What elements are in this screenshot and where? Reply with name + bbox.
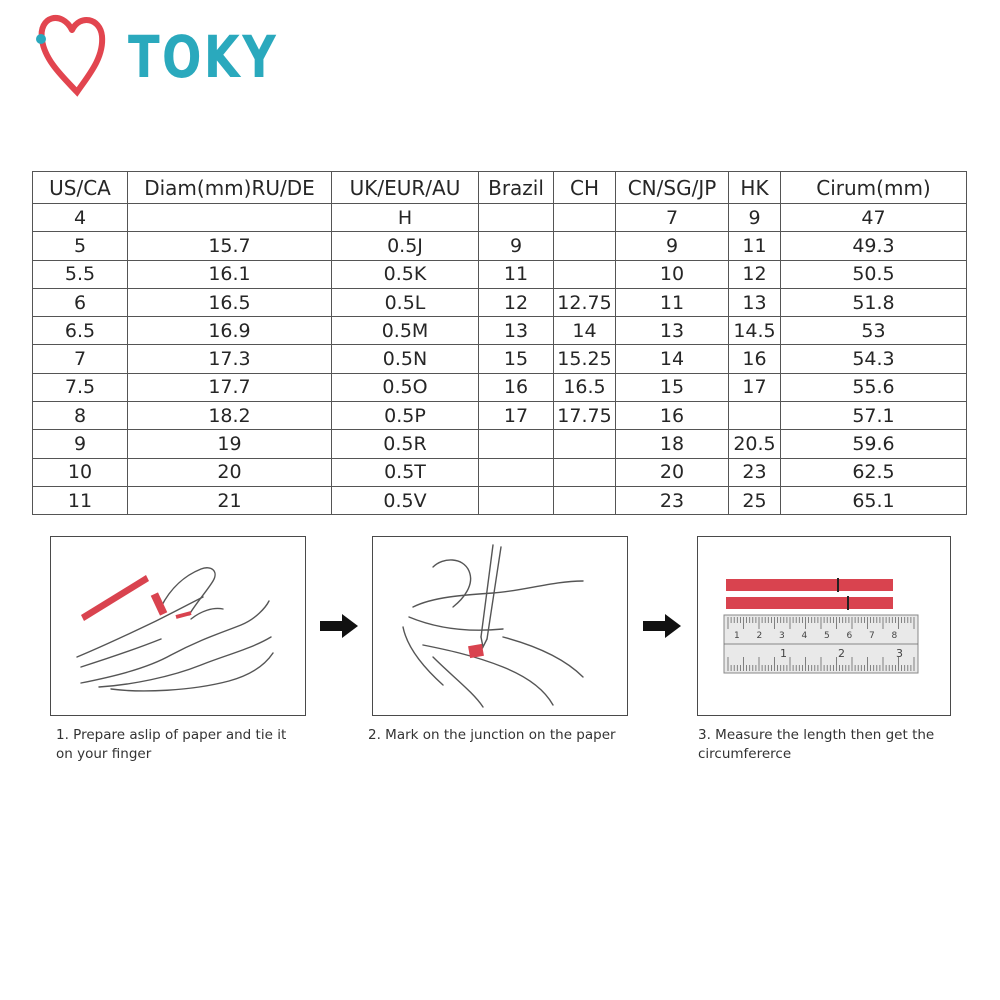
step-2-illustration [372, 536, 628, 716]
column-header: CN/SG/JP [616, 172, 729, 204]
table-cell: 14 [616, 345, 729, 373]
step-1-caption: 1. Prepare aslip of paper and tie it on your finger [56, 727, 287, 762]
table-cell [479, 486, 554, 514]
table-cell: 11 [616, 288, 729, 316]
table-cell: 65.1 [781, 486, 967, 514]
column-header: HK [729, 172, 781, 204]
table-cell [554, 430, 616, 458]
ruler-inch-label: 2 [838, 647, 845, 660]
table-cell: 5.5 [33, 260, 128, 288]
table-cell [554, 260, 616, 288]
table-row [33, 373, 967, 401]
column-header: Cirum(mm) [781, 172, 967, 204]
table-cell: 51.8 [781, 288, 967, 316]
table-cell: 14 [554, 317, 616, 345]
table-cell: 16.1 [128, 260, 332, 288]
table-cell [554, 232, 616, 260]
table-cell: 17 [729, 373, 781, 401]
table-cell: 21 [128, 486, 332, 514]
table-cell: 53 [781, 317, 967, 345]
ruler-cm-label: 6 [846, 631, 853, 641]
step-3-caption: 3. Measure the length then get the circumfererce [698, 727, 935, 762]
table-cell [479, 204, 554, 232]
ruler-cm-label: 5 [824, 631, 830, 641]
table-cell: 5 [33, 232, 128, 260]
table-cell [479, 430, 554, 458]
ring-size-table [32, 171, 967, 515]
table-cell: 13 [479, 317, 554, 345]
table-cell: 15.25 [554, 345, 616, 373]
table-cell: 50.5 [781, 260, 967, 288]
step-3-illustration [697, 536, 951, 716]
table-cell: 49.3 [781, 232, 967, 260]
table-cell: 12 [729, 260, 781, 288]
table-cell: 20.5 [729, 430, 781, 458]
table-cell: 6 [33, 288, 128, 316]
table-header-row [33, 172, 967, 204]
table-cell: 9 [616, 232, 729, 260]
table-row [33, 232, 967, 260]
table-cell: 9 [33, 430, 128, 458]
table-cell: 16 [616, 402, 729, 430]
table-cell: 25 [729, 486, 781, 514]
heart-logo-mark-icon [32, 6, 112, 106]
table-row [33, 204, 967, 232]
table-cell [479, 458, 554, 486]
ruler-cm-label: 8 [891, 631, 898, 641]
table-cell: 16.5 [554, 373, 616, 401]
table-cell: 0.5V [332, 486, 479, 514]
step-1-illustration [50, 536, 306, 716]
table-row [33, 486, 967, 514]
table-row [33, 402, 967, 430]
table-body [33, 204, 967, 515]
ruler-cm-label: 3 [779, 631, 785, 641]
table-cell: 11 [729, 232, 781, 260]
table-cell: 16.9 [128, 317, 332, 345]
column-header: US/CA [33, 172, 128, 204]
ruler-inch-label: 3 [896, 647, 903, 660]
table-cell: 8 [33, 402, 128, 430]
hand-marking-with-pen-icon [373, 537, 627, 715]
table-cell: 6.5 [33, 317, 128, 345]
table-cell: 0.5J [332, 232, 479, 260]
table-cell: 0.5M [332, 317, 479, 345]
table-cell: 0.5N [332, 345, 479, 373]
table-cell: 7 [616, 204, 729, 232]
table-cell: 23 [729, 458, 781, 486]
table-cell: 7 [33, 345, 128, 373]
table-cell: 9 [729, 204, 781, 232]
ruler-cm-label: 7 [869, 631, 875, 641]
table-cell: 18.2 [128, 402, 332, 430]
ruler-cm-label: 4 [801, 631, 808, 641]
table-cell: 19 [128, 430, 332, 458]
table-row [33, 458, 967, 486]
table-cell: 18 [616, 430, 729, 458]
table-cell: 17 [479, 402, 554, 430]
ruler-inch-label: 1 [780, 647, 787, 660]
table-cell: 10 [33, 458, 128, 486]
table-cell: 4 [33, 204, 128, 232]
table-cell: 23 [616, 486, 729, 514]
table-cell: 11 [479, 260, 554, 288]
table-cell: 7.5 [33, 373, 128, 401]
ruler-cm-label: 1 [734, 631, 740, 641]
table-cell: 12.75 [554, 288, 616, 316]
table-cell [554, 458, 616, 486]
table-cell [554, 204, 616, 232]
table-cell: 17.75 [554, 402, 616, 430]
table-cell: 0.5O [332, 373, 479, 401]
arrow-right-icon [643, 614, 681, 638]
table-cell: 13 [729, 288, 781, 316]
table-cell: 47 [781, 204, 967, 232]
paper-strips-and-ruler-icon [698, 537, 950, 715]
column-header: UK/EUR/AU [332, 172, 479, 204]
table-row [33, 430, 967, 458]
table-cell: 55.6 [781, 373, 967, 401]
table-cell: 0.5T [332, 458, 479, 486]
table-cell: 0.5K [332, 260, 479, 288]
table-cell: 15.7 [128, 232, 332, 260]
step-2-caption: 2. Mark on the junction on the paper [368, 727, 616, 743]
table-cell: 20 [128, 458, 332, 486]
table-cell [554, 486, 616, 514]
arrow-right-icon [320, 614, 358, 638]
column-header: CH [554, 172, 616, 204]
table-cell: H [332, 204, 479, 232]
table-cell: 14.5 [729, 317, 781, 345]
table-cell: 13 [616, 317, 729, 345]
table-cell: 16 [479, 373, 554, 401]
table-cell [128, 204, 332, 232]
table-cell: 11 [33, 486, 128, 514]
table-row [33, 345, 967, 373]
column-header: Diam(mm)RU/DE [128, 172, 332, 204]
table-cell: 15 [616, 373, 729, 401]
table-row [33, 288, 967, 316]
table-cell [729, 402, 781, 430]
table-cell: 54.3 [781, 345, 967, 373]
column-header: Brazil [479, 172, 554, 204]
ruler-cm-label: 2 [756, 631, 763, 641]
table-cell: 17.7 [128, 373, 332, 401]
table-cell: 15 [479, 345, 554, 373]
table-cell: 10 [616, 260, 729, 288]
table-cell: 0.5P [332, 402, 479, 430]
table-cell: 0.5L [332, 288, 479, 316]
table-cell: 59.6 [781, 430, 967, 458]
brand-logo [32, 6, 279, 106]
table-row [33, 260, 967, 288]
table-cell: 17.3 [128, 345, 332, 373]
table-cell: 0.5R [332, 430, 479, 458]
table-cell: 20 [616, 458, 729, 486]
hand-with-paper-strip-icon [51, 537, 305, 715]
table-cell: 12 [479, 288, 554, 316]
table-cell: 57.1 [781, 402, 967, 430]
table-cell: 62.5 [781, 458, 967, 486]
table-cell: 16.5 [128, 288, 332, 316]
brand-wordmark: TOKY [128, 23, 279, 91]
table-row [33, 317, 967, 345]
table-cell: 16 [729, 345, 781, 373]
table-cell: 9 [479, 232, 554, 260]
